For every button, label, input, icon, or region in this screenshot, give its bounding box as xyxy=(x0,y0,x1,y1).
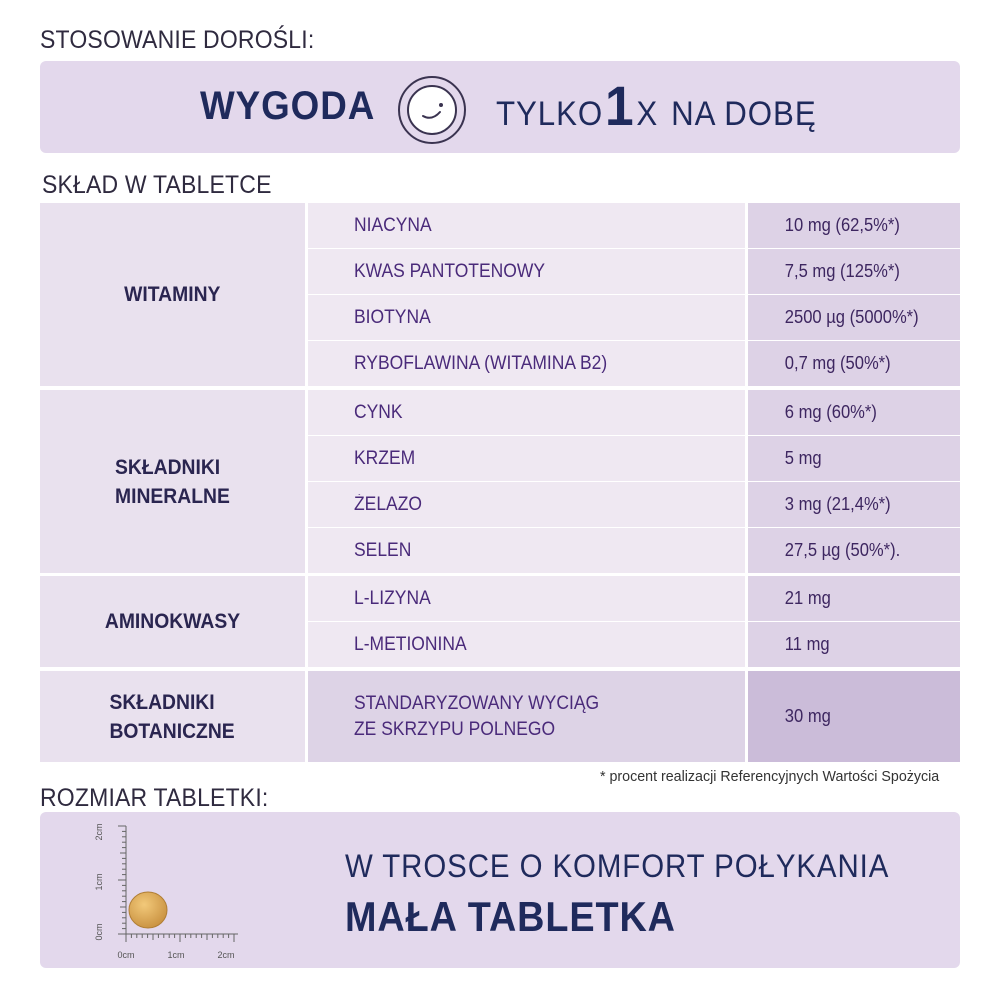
ingredient-cell xyxy=(308,622,745,667)
ingredient-cell xyxy=(308,576,745,621)
ingredient-cell xyxy=(308,482,745,527)
amount-cell xyxy=(748,203,960,248)
amount-cell xyxy=(748,390,960,435)
ingredient-amount: 21 mg xyxy=(784,588,831,608)
ingredient-amount: 30 mg xyxy=(784,706,831,726)
category-cell xyxy=(40,576,305,667)
ruler-y-tick: 0cm xyxy=(94,923,104,941)
category-label: SKŁADNIKI MINERALNE xyxy=(115,455,230,508)
ingredient-cell xyxy=(308,249,745,294)
tablet-image xyxy=(129,892,167,928)
size-ruler xyxy=(80,818,250,966)
category-label: WITAMINY xyxy=(124,283,221,306)
ingredient-amount: 10 mg (62,5%*) xyxy=(784,215,900,235)
ingredient-cell xyxy=(308,528,745,573)
only-label: TYLKO xyxy=(496,95,604,133)
ingredient-name: KWAS PANTOTENOWY xyxy=(354,260,546,282)
ingredient-cell xyxy=(308,671,745,762)
tablet-size-heading: ROZMIAR TABLETKI: xyxy=(40,784,269,812)
amount-cell xyxy=(748,528,960,573)
ingredient-amount: 0,7 mg (50%*) xyxy=(784,353,891,373)
dosage-heading: STOSOWANIE DOROŚLI: xyxy=(40,26,315,54)
footnote: * procent realizacji Referencyjnych Wartości Spożycia xyxy=(600,768,940,785)
ingredient-name: BIOTYNA xyxy=(354,306,431,328)
ingredient-cell xyxy=(308,295,745,340)
tablet-icon xyxy=(397,75,467,145)
ingredient-name: L-METIONINA xyxy=(354,633,467,655)
amount-cell xyxy=(748,341,960,386)
ingredient-name: SELEN xyxy=(354,539,412,561)
ingredient-amount: 5 mg xyxy=(784,448,822,468)
amount-cell xyxy=(748,249,960,294)
times-label: X xyxy=(636,95,659,133)
category-label: AMINOKWASY xyxy=(104,610,241,633)
ingredient-amount: 27,5 µg (50%*). xyxy=(784,540,901,560)
ruler-y-tick: 1cm xyxy=(94,873,104,891)
category-label: SKŁADNIKI BOTANICZNE xyxy=(109,690,236,743)
ingredient-cell xyxy=(308,390,745,435)
ruler-x-tick: 0cm xyxy=(117,950,135,960)
tagline: W TROSCE O KOMFORT POŁYKANIA xyxy=(345,848,890,884)
ruler-x-tick: 2cm xyxy=(217,950,235,960)
ingredient-name: RYBOFLAWINA (WITAMINA B2) xyxy=(354,352,608,374)
amount-cell xyxy=(748,671,960,762)
ingredient-amount: 2500 µg (5000%*) xyxy=(784,307,919,327)
ingredient-name: KRZEM xyxy=(354,447,416,469)
ingredient-name: L-LIZYNA xyxy=(354,587,431,609)
composition-heading: SKŁAD W TABLETCE xyxy=(42,171,272,199)
ingredient-amount: 6 mg (60%*) xyxy=(784,402,877,422)
ingredient-amount: 11 mg xyxy=(784,634,830,654)
dosage-frequency xyxy=(496,74,817,137)
ruler-y-tick: 2cm xyxy=(94,823,104,841)
convenience-label: WYGODA xyxy=(200,84,376,128)
per-day-label: NA DOBĘ xyxy=(671,95,817,133)
category-cell xyxy=(40,390,305,573)
amount-cell xyxy=(748,295,960,340)
ingredient-name: CYNK xyxy=(354,401,403,423)
category-cell xyxy=(40,671,305,762)
small-tablet-headline: MAŁA TABLETKA xyxy=(345,893,676,940)
ingredient-amount: 7,5 mg (125%*) xyxy=(784,261,900,281)
ingredient-amount: 3 mg (21,4%*) xyxy=(784,494,891,514)
ingredient-cell xyxy=(308,341,745,386)
amount-cell xyxy=(748,622,960,667)
amount-cell xyxy=(748,436,960,481)
amount-cell xyxy=(748,576,960,621)
ingredient-cell xyxy=(308,203,745,248)
ingredient-cell xyxy=(308,436,745,481)
ingredient-name: STANDARYZOWANY WYCIĄG ZE SKRZYPU POLNEGO xyxy=(354,692,600,740)
ingredient-name: ŻELAZO xyxy=(354,493,422,515)
ruler-x-tick: 1cm xyxy=(167,950,185,960)
dose-count: 1 xyxy=(605,74,635,137)
amount-cell xyxy=(748,482,960,527)
ingredient-name: NIACYNA xyxy=(354,214,432,236)
category-cell xyxy=(40,203,305,386)
